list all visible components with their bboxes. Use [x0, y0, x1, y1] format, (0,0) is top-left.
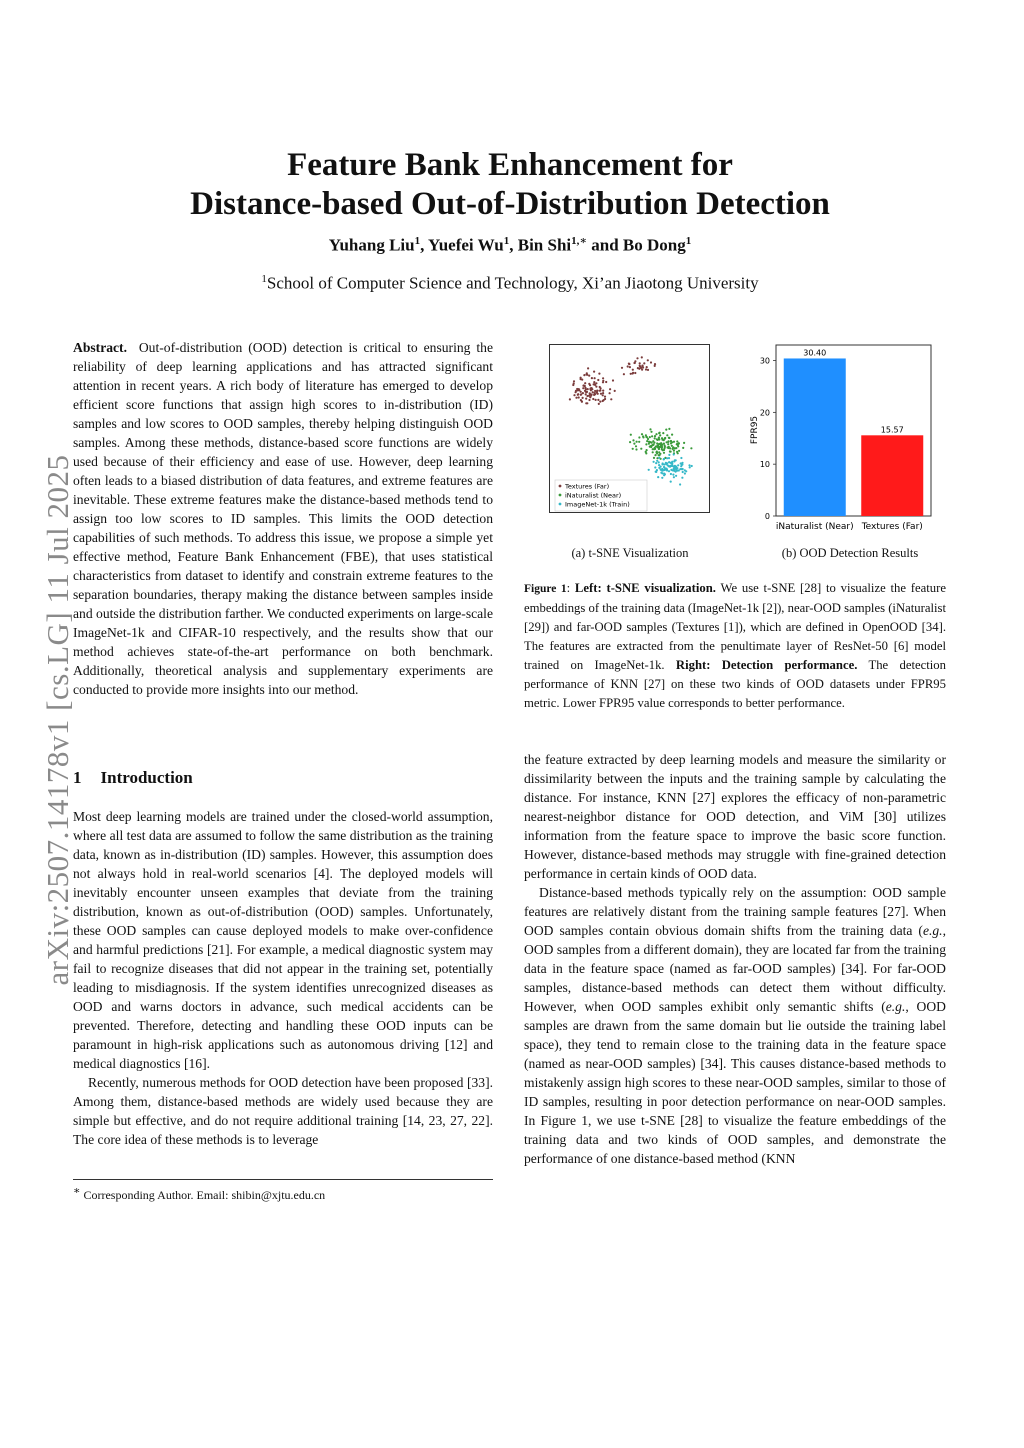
tsne-point: [654, 466, 656, 468]
intro-paragraph-1: Most deep learning models are trained under the closed-world assumption, where all test data are assumed to follow the same distribution as the training data, known as in-distribution (ID) samples. However, this assumption does not always hold in real-world scenarios [4]. The deployed models will inevitably encounter unseen examples that deviate from the training distribution, known as out-of-distribution (OOD) samples. Unfortunately, these OOD samples can cause deployed models to make over-confidence and harmful predictions [21]. For example, a medical diagnostic system may fail to recognize diseases that did not appear in the training set, potentially leading to misdiagnosis. If the system identifies unrecognized diseases as OOD and warns doctors in advance, such medical accidents can be prevented. Therefore, detecting and handling these OOD inputs can be paramount in high-risk applications such as autonomous driving [12] and medical diagnostics [16].: [73, 809, 493, 1071]
author-1-sup: 1: [414, 235, 421, 247]
author-sep: ,: [509, 235, 518, 255]
p2-part-b: , OOD samples from a different domain), they are located far from the training data in the feature space (named as far-OOD samples) [34]. For far-OOD samples, distance-based methods can detect them without difficulty. However, when OOD samples exhibit only semantic shifts (: [524, 923, 946, 1014]
p2-part-a: Distance-based methods typically rely on the assumption: OOD sample features are relatively distant from the training sample features [27]. When OOD samples contain obvious domain shifts from the training data (: [524, 885, 946, 938]
right-column-body: [524, 750, 946, 1168]
tsne-point: [668, 457, 670, 459]
tsne-point: [657, 446, 659, 448]
tsne-point: [629, 441, 631, 443]
bars: [776, 348, 923, 532]
tsne-point: [652, 440, 654, 442]
tsne-point: [680, 465, 682, 467]
author-3: Bin Shi: [517, 235, 572, 255]
y-tick-label: 20: [759, 408, 770, 418]
tsne-point: [647, 359, 649, 361]
footnote-mark: ∗: [73, 1185, 81, 1197]
tsne-point: [580, 399, 582, 401]
tsne-point: [679, 468, 681, 470]
tsne-point: [658, 438, 660, 440]
tsne-point: [587, 367, 589, 369]
tsne-point: [609, 392, 611, 394]
tsne-point: [673, 467, 675, 469]
tsne-point: [671, 441, 673, 443]
tsne-point: [666, 457, 668, 459]
tsne-point: [689, 466, 691, 468]
tsne-point: [664, 445, 666, 447]
tsne-point: [684, 472, 686, 474]
tsne-point: [602, 394, 604, 396]
tsne-point: [642, 366, 644, 368]
tsne-point: [633, 443, 635, 445]
tsne-point: [582, 397, 584, 399]
tsne-point: [671, 465, 673, 467]
tsne-point: [634, 372, 636, 374]
tsne-point: [604, 398, 606, 400]
tsne-point: [670, 481, 672, 483]
bar-value-label: 30.40: [803, 348, 827, 358]
tsne-point: [659, 434, 661, 436]
tsne-point: [676, 440, 678, 442]
tsne-point: [632, 369, 634, 371]
tsne-point: [638, 441, 640, 443]
author-4-sup: 1: [685, 235, 692, 247]
tsne-point: [656, 442, 658, 444]
tsne-point: [577, 393, 579, 395]
tsne-point: [690, 447, 692, 449]
affiliation: [120, 273, 900, 294]
tsne-point: [580, 377, 582, 379]
tsne-point: [655, 462, 657, 464]
tsne-point: [670, 462, 672, 464]
tsne-point: [667, 443, 669, 445]
tsne-point: [682, 471, 684, 473]
tsne-point: [664, 473, 666, 475]
tsne-point: [645, 434, 647, 436]
bar-1: [861, 435, 923, 516]
tsne-point: [688, 464, 690, 466]
tsne-point: [598, 403, 600, 405]
tsne-point: [641, 433, 643, 435]
tsne-point: [637, 367, 639, 369]
tsne-point: [674, 447, 676, 449]
tsne-point: [578, 388, 580, 390]
tsne-point: [641, 369, 643, 371]
tsne-point: [672, 474, 674, 476]
tsne-point: [585, 398, 587, 400]
tsne-point: [654, 365, 656, 367]
tsne-point: [668, 470, 670, 472]
author-4: Bo Dong: [622, 235, 686, 255]
caption-text-2: The detection performance of KNN [27] on these two kinds of OOD datasets under FPR95 metric. Lower FPR95 value corresponds to better performance.: [524, 658, 946, 710]
tsne-point: [595, 399, 597, 401]
tsne-point: [653, 461, 655, 463]
tsne-point: [668, 437, 670, 439]
tsne-point: [594, 390, 596, 392]
tsne-point: [594, 393, 596, 395]
tsne-point: [660, 466, 662, 468]
tsne-point: [592, 391, 594, 393]
footnote-text: Corresponding Author. Email: shibin@xjtu.edu.cn: [83, 1188, 326, 1202]
tsne-point: [668, 465, 670, 467]
tsne-point: [641, 356, 643, 358]
tsne-point: [591, 393, 593, 395]
legend-label-imagenet: ImageNet-1k (Train): [565, 500, 630, 509]
tsne-point: [640, 448, 642, 450]
paper-title: [120, 146, 900, 224]
tsne-point: [650, 361, 652, 363]
tsne-point: [649, 445, 651, 447]
tsne-point: [600, 387, 602, 389]
tsne-plot: [549, 344, 711, 514]
author-2: Yuefei Wu: [427, 235, 504, 255]
tsne-point: [668, 428, 670, 430]
tsne-point: [580, 394, 582, 396]
y-tick-label: 10: [759, 460, 770, 470]
legend-label-inaturalist: iNaturalist (Near): [565, 491, 622, 500]
tsne-point: [586, 373, 588, 375]
tsne-point: [573, 382, 575, 384]
tsne-point: [612, 379, 614, 381]
tsne-point: [586, 391, 588, 393]
tsne-point: [658, 461, 660, 463]
bar-chart: [742, 340, 942, 536]
y-tick-label: 0: [764, 512, 770, 521]
title-line-2: Distance-based Out-of-Distribution Detection: [190, 186, 830, 222]
tsne-point: [602, 380, 604, 382]
tsne-point: [605, 381, 607, 383]
tsne-point: [666, 469, 668, 471]
tsne-point: [666, 434, 668, 436]
tsne-point: [647, 369, 649, 371]
tsne-point: [670, 451, 672, 453]
tsne-point: [662, 449, 664, 451]
tsne-point: [655, 471, 657, 473]
legend-marker-imagenet: [559, 503, 562, 506]
tsne-point: [597, 399, 599, 401]
tsne-point: [634, 360, 636, 362]
tsne-point: [682, 447, 684, 449]
tsne-point: [614, 390, 616, 392]
tsne-point: [664, 438, 666, 440]
tsne-point: [683, 442, 685, 444]
tsne-point: [678, 450, 680, 452]
legend-marker-textures: [559, 485, 562, 488]
tsne-point: [660, 443, 662, 445]
tsne-point: [588, 375, 590, 377]
tsne-point: [652, 451, 654, 453]
tsne-point: [628, 363, 630, 365]
tsne-point: [670, 473, 672, 475]
tsne-point: [658, 457, 660, 459]
tsne-point: [671, 434, 673, 436]
tsne-point: [573, 394, 575, 396]
tsne-point: [594, 377, 596, 379]
tsne-point: [663, 452, 665, 454]
tsne-point: [676, 443, 678, 445]
tsne-point: [649, 436, 651, 438]
tsne-point: [642, 435, 644, 437]
tsne-point: [675, 459, 677, 461]
tsne-point: [578, 396, 580, 398]
tsne-point: [650, 431, 652, 433]
abstract-text: Out-of-distribution (OOD) detection is critical to ensuring the reliability of deep learning applications and has attracted significant attention in recent years. A rich body of literature has emerged to develop efficient score functions that assign high scores to in-distribution (ID) samples and low scores to OOD samples, thereby helping distinguish OOD samples. Among these methods, distance-based score functions are widely used because of their efficiency and ease of use. However, deep learning often leads to a biased distribution of data features, and extreme features are inevitable. These extreme features make the distance-based methods tend to assign too low scores to ID samples. This limits the OOD detection capabilities of such methods. To address this issue, we propose a simple yet effective method, Feature Bank Enhancement (FBE), that uses statistical characteristics from dataset to identify and constrain extreme features to the separation boundaries, therapy making the distance between samples inside and outside the distribution farther. We conducted experiments on large-scale ImageNet-1k and CIFAR-10 respectively, and the results show that our method achieves state-of-the-art performance on both benchmark. Additionally, theoretical analysis and supplementary experiments are conducted to provide more insights into our method.: [73, 340, 493, 697]
tsne-point: [599, 401, 601, 403]
y-axis-label: FPR95: [750, 415, 760, 445]
author-sep: and: [587, 235, 623, 255]
tsne-point: [655, 433, 657, 435]
tsne-point: [583, 374, 585, 376]
tsne-point: [668, 461, 670, 463]
tsne-point: [677, 464, 679, 466]
tsne-point: [646, 366, 648, 368]
tsne-point: [585, 393, 587, 395]
tsne-point: [663, 443, 665, 445]
right-paragraph-2: [524, 883, 946, 1168]
tsne-point: [654, 435, 656, 437]
tsne-point: [584, 387, 586, 389]
legend-label-textures: Textures (Far): [565, 482, 610, 491]
tsne-point: [684, 469, 686, 471]
tsne-point: [627, 365, 629, 367]
tsne-point: [602, 392, 604, 394]
tsne-point: [676, 451, 678, 453]
tsne-point: [669, 447, 671, 449]
tsne-point: [649, 428, 651, 430]
tsne-point: [656, 451, 658, 453]
footnote: [73, 1184, 493, 1203]
author-1: Yuhang Liu: [328, 235, 415, 255]
tsne-point: [639, 365, 641, 367]
tsne-point: [643, 362, 645, 364]
section-heading-introduction: [73, 768, 193, 788]
tsne-point: [667, 440, 669, 442]
figure-caption: [524, 579, 946, 713]
tsne-point: [661, 463, 663, 465]
tsne-point: [658, 451, 660, 453]
abstract: [73, 338, 493, 699]
tsne-point: [661, 472, 663, 474]
tsne-point: [665, 462, 667, 464]
tsne-point: [638, 436, 640, 438]
tsne-point: [663, 458, 665, 460]
p2-part-c: , OOD samples are drawn from the same domain but lie outside the training label space), they tend to remain close to the training data in the feature space (named as near-OOD samples) [34]. This causes distance-based methods to mistakenly assign high scores to these near-OOD samples, similar to those of ID samples, resulting in poor detection performance on near-OOD samples. In Figure 1, we use t-SNE [28] to visualize the feature embeddings of the training data and two kinds of OOD samples, and demonstrate the performance of one distance-based method (KNN: [524, 999, 946, 1166]
subcaption-b: (b) OOD Detection Results: [781, 546, 919, 560]
tsne-point: [681, 477, 683, 479]
tsne-point: [595, 386, 597, 388]
tsne-point: [681, 463, 683, 465]
tsne-point: [661, 477, 663, 479]
tsne-point: [593, 371, 595, 373]
tsne-point: [673, 450, 675, 452]
bar-value-label: 15.57: [880, 425, 904, 435]
tsne-point: [645, 368, 647, 370]
caption-label: Figure 1: [524, 583, 567, 595]
tsne-point: [673, 476, 675, 478]
tsne-point: [635, 445, 637, 447]
tsne-point: [630, 373, 632, 375]
authors: [120, 234, 900, 256]
tsne-point: [678, 442, 680, 444]
tsne-point: [623, 373, 625, 375]
affiliation-text: School of Computer Science and Technology, Xi’an Jiaotong University: [266, 273, 759, 293]
tsne-point: [592, 398, 594, 400]
tsne-point: [651, 435, 653, 437]
tsne-point: [593, 383, 595, 385]
tsne-point: [645, 443, 647, 445]
tsne-point: [636, 357, 638, 359]
tsne-point: [646, 436, 648, 438]
tsne-point: [691, 465, 693, 467]
tsne-point: [584, 382, 586, 384]
tsne-point: [591, 377, 593, 379]
footnote-rule: [73, 1179, 493, 1180]
tsne-point: [645, 451, 647, 453]
tsne-point: [665, 429, 667, 431]
tsne-point: [600, 393, 602, 395]
arxiv-side-label: arXiv:2507.14178v1 [cs.LG] 11 Jul 2025: [40, 454, 75, 986]
tsne-point: [598, 373, 600, 375]
author-3-sup: 1,∗: [571, 235, 587, 247]
tsne-point: [680, 457, 682, 459]
x-tick-label: iNaturalist (Near): [775, 522, 854, 532]
caption-text-1: We use t-SNE [28] to visualize the feature embeddings of the training data (ImageNet-1k [2]), near-OOD samples (iNaturalist [29]) and far-OOD samples (Textures [1]), which are defined in OpenOOD [34]. The features are extracted from the penultimate layer of ResNet-50 [6] model trained on ImageNet-1k.: [524, 581, 946, 672]
section-title: Introduction: [100, 768, 193, 787]
tsne-point: [589, 388, 591, 390]
intro-paragraph-2: Recently, numerous methods for OOD detection have been proposed [33]. Among them, distance-based methods are widely used because they are simple but effective, and do not require additional training [14, 23, 27, 22]. The core idea of these methods is to leverage: [73, 1075, 493, 1147]
tsne-point: [589, 396, 591, 398]
tsne-point: [673, 466, 675, 468]
tsne-point: [658, 454, 660, 456]
section-number: 1: [73, 768, 82, 787]
legend-marker-inaturalist: [559, 494, 562, 497]
tsne-point: [653, 457, 655, 459]
tsne-point: [648, 443, 650, 445]
abstract-label: Abstract.: [73, 340, 127, 355]
tsne-point: [586, 402, 588, 404]
tsne-point: [602, 377, 604, 379]
tsne-point: [604, 396, 606, 398]
tsne-point: [609, 388, 611, 390]
tsne-point: [630, 434, 632, 436]
tsne-point: [593, 381, 595, 383]
tsne-point: [661, 468, 663, 470]
intro-body: [73, 807, 493, 1149]
p2-eg-2: e.g.: [885, 999, 906, 1014]
subcaption-a: (a) t-SNE Visualization: [571, 546, 689, 560]
tsne-point: [582, 385, 584, 387]
tsne-point: [636, 441, 638, 443]
affiliation-sup: 1: [261, 273, 267, 285]
tsne-point: [654, 454, 656, 456]
tsne-point: [596, 390, 598, 392]
tsne-point: [582, 387, 584, 389]
author-2-sup: 1: [503, 235, 510, 247]
tsne-point: [584, 390, 586, 392]
tsne-point: [656, 460, 658, 462]
tsne-point: [635, 448, 637, 450]
author-sep: ,: [420, 235, 428, 255]
tsne-point: [653, 448, 655, 450]
tsne-point: [595, 382, 597, 384]
tsne-point: [588, 383, 590, 385]
y-tick-label: 30: [759, 356, 770, 366]
tsne-point: [675, 475, 677, 477]
tsne-point: [648, 469, 650, 471]
tsne-point: [668, 454, 670, 456]
tsne-point: [658, 432, 660, 434]
tsne-point: [650, 441, 652, 443]
tsne-point: [663, 466, 665, 468]
right-paragraph-1: the feature extracted by deep learning models and measure the similarity or dissimilarity between the inputs and the training sample by calculating the distance. For instance, KNN [27] explores the efficacy of non-parametric nearest-neighbor distance for OOD detection, and ViM [30] utilizes information from the feature space to improve the basic score function. However, distance-based methods may struggle with fine-grained detection performance in certain kinds of OOD data.: [524, 752, 946, 881]
tsne-point: [658, 437, 660, 439]
tsne-point: [573, 380, 575, 382]
tsne-point: [679, 483, 681, 485]
tsne-point: [591, 388, 593, 390]
tsne-point: [610, 398, 612, 400]
caption-colon: :: [566, 581, 575, 595]
tsne-point: [662, 432, 664, 434]
tsne-point: [575, 397, 577, 399]
tsne-point: [602, 390, 604, 392]
p2-eg-1: e.g.: [922, 923, 943, 938]
tsne-point: [632, 439, 634, 441]
tsne-point: [597, 379, 599, 381]
tsne-point: [581, 379, 583, 381]
tsne-point: [657, 476, 659, 478]
y-ticks: [760, 357, 776, 521]
tsne-point: [654, 437, 656, 439]
tsne-point: [569, 398, 571, 400]
title-line-1: Feature Bank Enhancement for: [287, 147, 733, 183]
tsne-point: [629, 366, 631, 368]
tsne-point: [673, 453, 675, 455]
tsne-point: [599, 389, 601, 391]
tsne-point: [646, 440, 648, 442]
bar-0: [784, 358, 846, 516]
caption-right-bold: Right: Detection performance.: [675, 658, 858, 672]
tsne-point: [632, 448, 634, 450]
x-tick-label: Textures (Far): [861, 522, 923, 532]
tsne-point: [632, 372, 634, 374]
tsne-point: [639, 362, 641, 364]
tsne-point: [575, 391, 577, 393]
tsne-point: [588, 399, 590, 401]
tsne-point: [621, 367, 623, 369]
caption-left-bold: Left: t-SNE visualization.: [574, 581, 716, 595]
tsne-point: [661, 445, 663, 447]
